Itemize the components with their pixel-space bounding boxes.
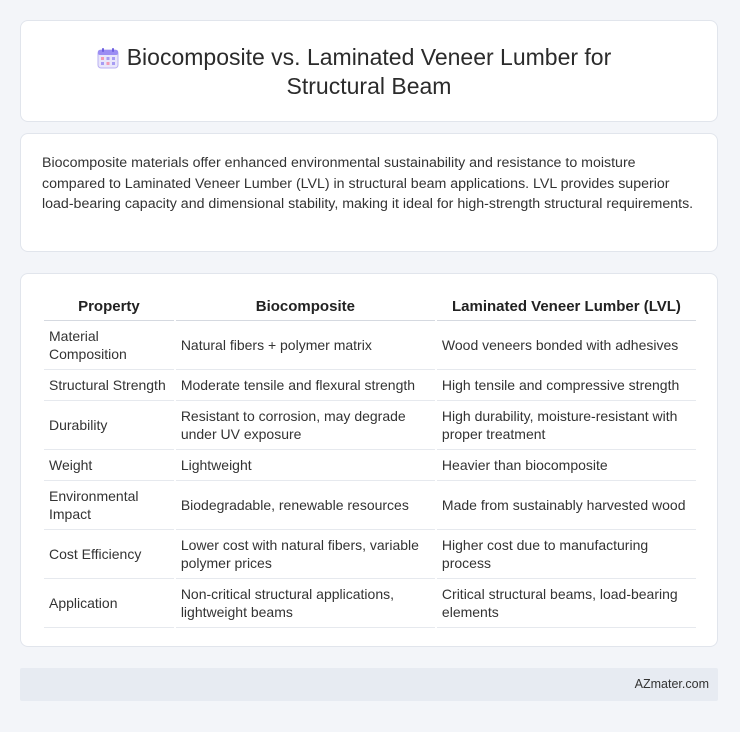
title-card	[20, 20, 718, 122]
table-cell-lvl: High durability, moisture-resistant with proper treatment	[437, 401, 696, 450]
table-cell-lvl: Made from sustainably harvested wood	[437, 481, 696, 530]
footer-brand-link[interactable]: AZmater.com	[634, 677, 709, 691]
table-row	[44, 481, 696, 530]
table-cell-property: Weight	[44, 450, 174, 481]
table-cell-property: Structural Strength	[44, 370, 174, 401]
table-cell-property: Durability	[44, 401, 174, 450]
comparison-table-card	[20, 273, 718, 647]
table-row	[44, 370, 696, 401]
footer-bar	[20, 668, 718, 701]
table-cell-lvl: Higher cost due to manufacturing process	[437, 530, 696, 579]
table-cell-biocomposite: Moderate tensile and flexural strength	[176, 370, 435, 401]
comparison-table	[42, 292, 698, 628]
table-cell-lvl: High tensile and compressive strength	[437, 370, 696, 401]
table-cell-biocomposite: Lower cost with natural fibers, variable polymer prices	[176, 530, 435, 579]
header-lvl: Laminated Veneer Lumber (LVL)	[437, 292, 696, 321]
summary-text: Biocomposite materials offer enhanced environmental sustainability and resistance to moisture compared to Laminated Veneer Lumber (LVL) in structural beam applications. LVL provides superior load-bearing capacity and dimensional stability, making it ideal for high-strength structural requirements.	[42, 155, 694, 212]
table-cell-biocomposite: Natural fibers + polymer matrix	[176, 321, 435, 370]
page-title-line-2: Structural Beam	[286, 73, 452, 99]
table-cell-lvl: Wood veneers bonded with adhesives	[437, 321, 696, 370]
table-cell-property: Application	[44, 579, 174, 628]
table-row	[44, 321, 696, 370]
header-biocomposite: Biocomposite	[176, 292, 435, 321]
summary-card	[20, 133, 718, 252]
table-cell-biocomposite: Biodegradable, renewable resources	[176, 481, 435, 530]
table-header-row	[44, 292, 696, 321]
table-row	[44, 401, 696, 450]
table-cell-property: Cost Efficiency	[44, 530, 174, 579]
table-cell-lvl: Critical structural beams, load-bearing elements	[437, 579, 696, 628]
header-property: Property	[44, 292, 174, 321]
table-row	[44, 530, 696, 579]
table-cell-property: Environmental Impact	[44, 481, 174, 530]
table-cell-biocomposite: Non-critical structural applications, lightweight beams	[176, 579, 435, 628]
table-cell-lvl: Heavier than biocomposite	[437, 450, 696, 481]
table-cell-biocomposite: Resistant to corrosion, may degrade under UV exposure	[176, 401, 435, 450]
table-row	[44, 579, 696, 628]
table-cell-biocomposite: Lightweight	[176, 450, 435, 481]
table-row	[44, 450, 696, 481]
table-cell-property: Material Composition	[44, 321, 174, 370]
page-title	[21, 43, 717, 101]
page-title-line-1: Biocomposite vs. Laminated Veneer Lumber for	[126, 44, 612, 70]
